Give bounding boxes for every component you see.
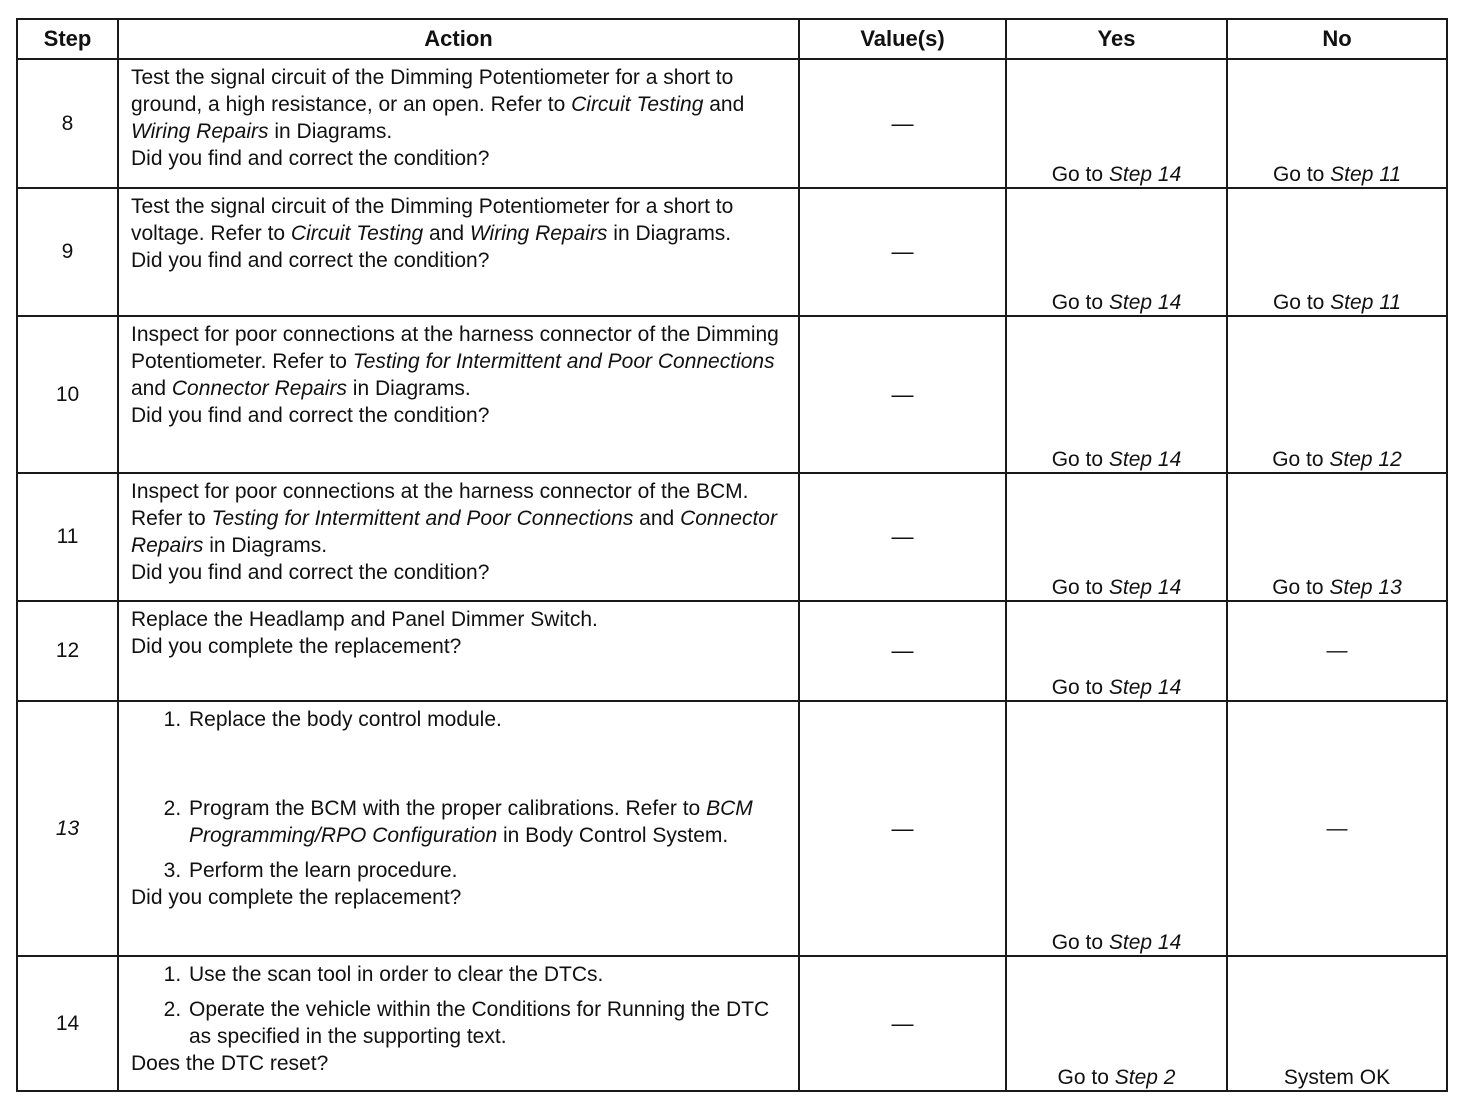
- action-list: [131, 961, 788, 1050]
- no-cell: Go to Step 11: [1227, 59, 1447, 188]
- action-text: Replace the Headlamp and Panel Dimmer Switch.: [131, 608, 598, 631]
- action-cell: [118, 473, 799, 601]
- value-cell: —: [799, 316, 1006, 473]
- no-cell: Go to Step 13: [1227, 473, 1447, 601]
- table-row: [17, 956, 1447, 1091]
- header-action: Action: [118, 19, 799, 59]
- step-number: 12: [17, 601, 118, 701]
- action-question: Did you complete the replacement?: [131, 886, 462, 909]
- header-row: [17, 19, 1447, 59]
- yes-cell: Go to Step 14: [1006, 316, 1227, 473]
- yes-cell: Go to Step 2: [1006, 956, 1227, 1091]
- action-question: Did you find and correct the condition?: [131, 147, 490, 170]
- action-question: Did you find and correct the condition?: [131, 561, 490, 584]
- step-number: 8: [17, 59, 118, 188]
- action-text: Test the signal circuit of the Dimming Potentiometer for a short to ground, a high resistance, or an open. Refer to Circuit Testing and Wiring Repairs in Diagrams.: [131, 66, 745, 143]
- step-number: 9: [17, 188, 118, 316]
- no-cell: Go to Step 11: [1227, 188, 1447, 316]
- action-cell: [118, 701, 799, 956]
- table-row: [17, 701, 1447, 956]
- list-item: 1. Replace the body control module.: [187, 706, 788, 733]
- action-cell: [118, 956, 799, 1091]
- diagnostic-table: [16, 18, 1448, 1092]
- value-cell: —: [799, 473, 1006, 601]
- yes-cell: Go to Step 14: [1006, 59, 1227, 188]
- action-question: Did you find and correct the condition?: [131, 404, 490, 427]
- value-cell: —: [799, 601, 1006, 701]
- step-number: 11: [17, 473, 118, 601]
- step-number: 10: [17, 316, 118, 473]
- yes-cell: Go to Step 14: [1006, 473, 1227, 601]
- step-number: 13: [17, 701, 118, 956]
- action-question: Did you find and correct the condition?: [131, 249, 490, 272]
- value-cell: —: [799, 956, 1006, 1091]
- no-cell: System OK: [1227, 956, 1447, 1091]
- action-question: Did you complete the replacement?: [131, 635, 462, 658]
- table-row: [17, 601, 1447, 701]
- list-item: 2. Operate the vehicle within the Conditions for Running the DTC as specified in the supporting text.: [187, 996, 788, 1050]
- header-yes: Yes: [1006, 19, 1227, 59]
- action-cell: [118, 316, 799, 473]
- table-row: [17, 316, 1447, 473]
- table-row: [17, 59, 1447, 188]
- action-list: [131, 706, 788, 884]
- list-item: 1. Use the scan tool in order to clear the DTCs.: [187, 961, 788, 988]
- action-text: [131, 706, 788, 884]
- value-cell: —: [799, 59, 1006, 188]
- list-item: 2. Program the BCM with the proper calibrations. Refer to BCM Programming/RPO Configuration in Body Control System.: [187, 795, 788, 849]
- no-cell: —: [1227, 601, 1447, 701]
- action-text: Inspect for poor connections at the harness connector of the Dimming Potentiometer. Refer to Testing for Intermittent and Poor Connections and Connector Repairs in Diagrams.: [131, 323, 779, 400]
- yes-cell: Go to Step 14: [1006, 188, 1227, 316]
- no-cell: Go to Step 12: [1227, 316, 1447, 473]
- list-item: 3. Perform the learn procedure.: [187, 857, 788, 884]
- action-text: Test the signal circuit of the Dimming Potentiometer for a short to voltage. Refer to Circuit Testing and Wiring Repairs in Diagrams.: [131, 195, 734, 245]
- yes-cell: Go to Step 14: [1006, 701, 1227, 956]
- no-cell: —: [1227, 701, 1447, 956]
- action-cell: [118, 188, 799, 316]
- action-text: Inspect for poor connections at the harness connector of the BCM. Refer to Testing for Intermittent and Poor Connections and Connector Repairs in Diagrams.: [131, 480, 777, 557]
- yes-cell: Go to Step 14: [1006, 601, 1227, 701]
- header-no: No: [1227, 19, 1447, 59]
- header-step: Step: [17, 19, 118, 59]
- step-number: 14: [17, 956, 118, 1091]
- table-row: [17, 473, 1447, 601]
- header-values: Value(s): [799, 19, 1006, 59]
- value-cell: —: [799, 701, 1006, 956]
- action-cell: [118, 601, 799, 701]
- value-cell: —: [799, 188, 1006, 316]
- action-question: Does the DTC reset?: [131, 1052, 329, 1075]
- table-row: [17, 188, 1447, 316]
- action-cell: [118, 59, 799, 188]
- action-text: [131, 961, 788, 1050]
